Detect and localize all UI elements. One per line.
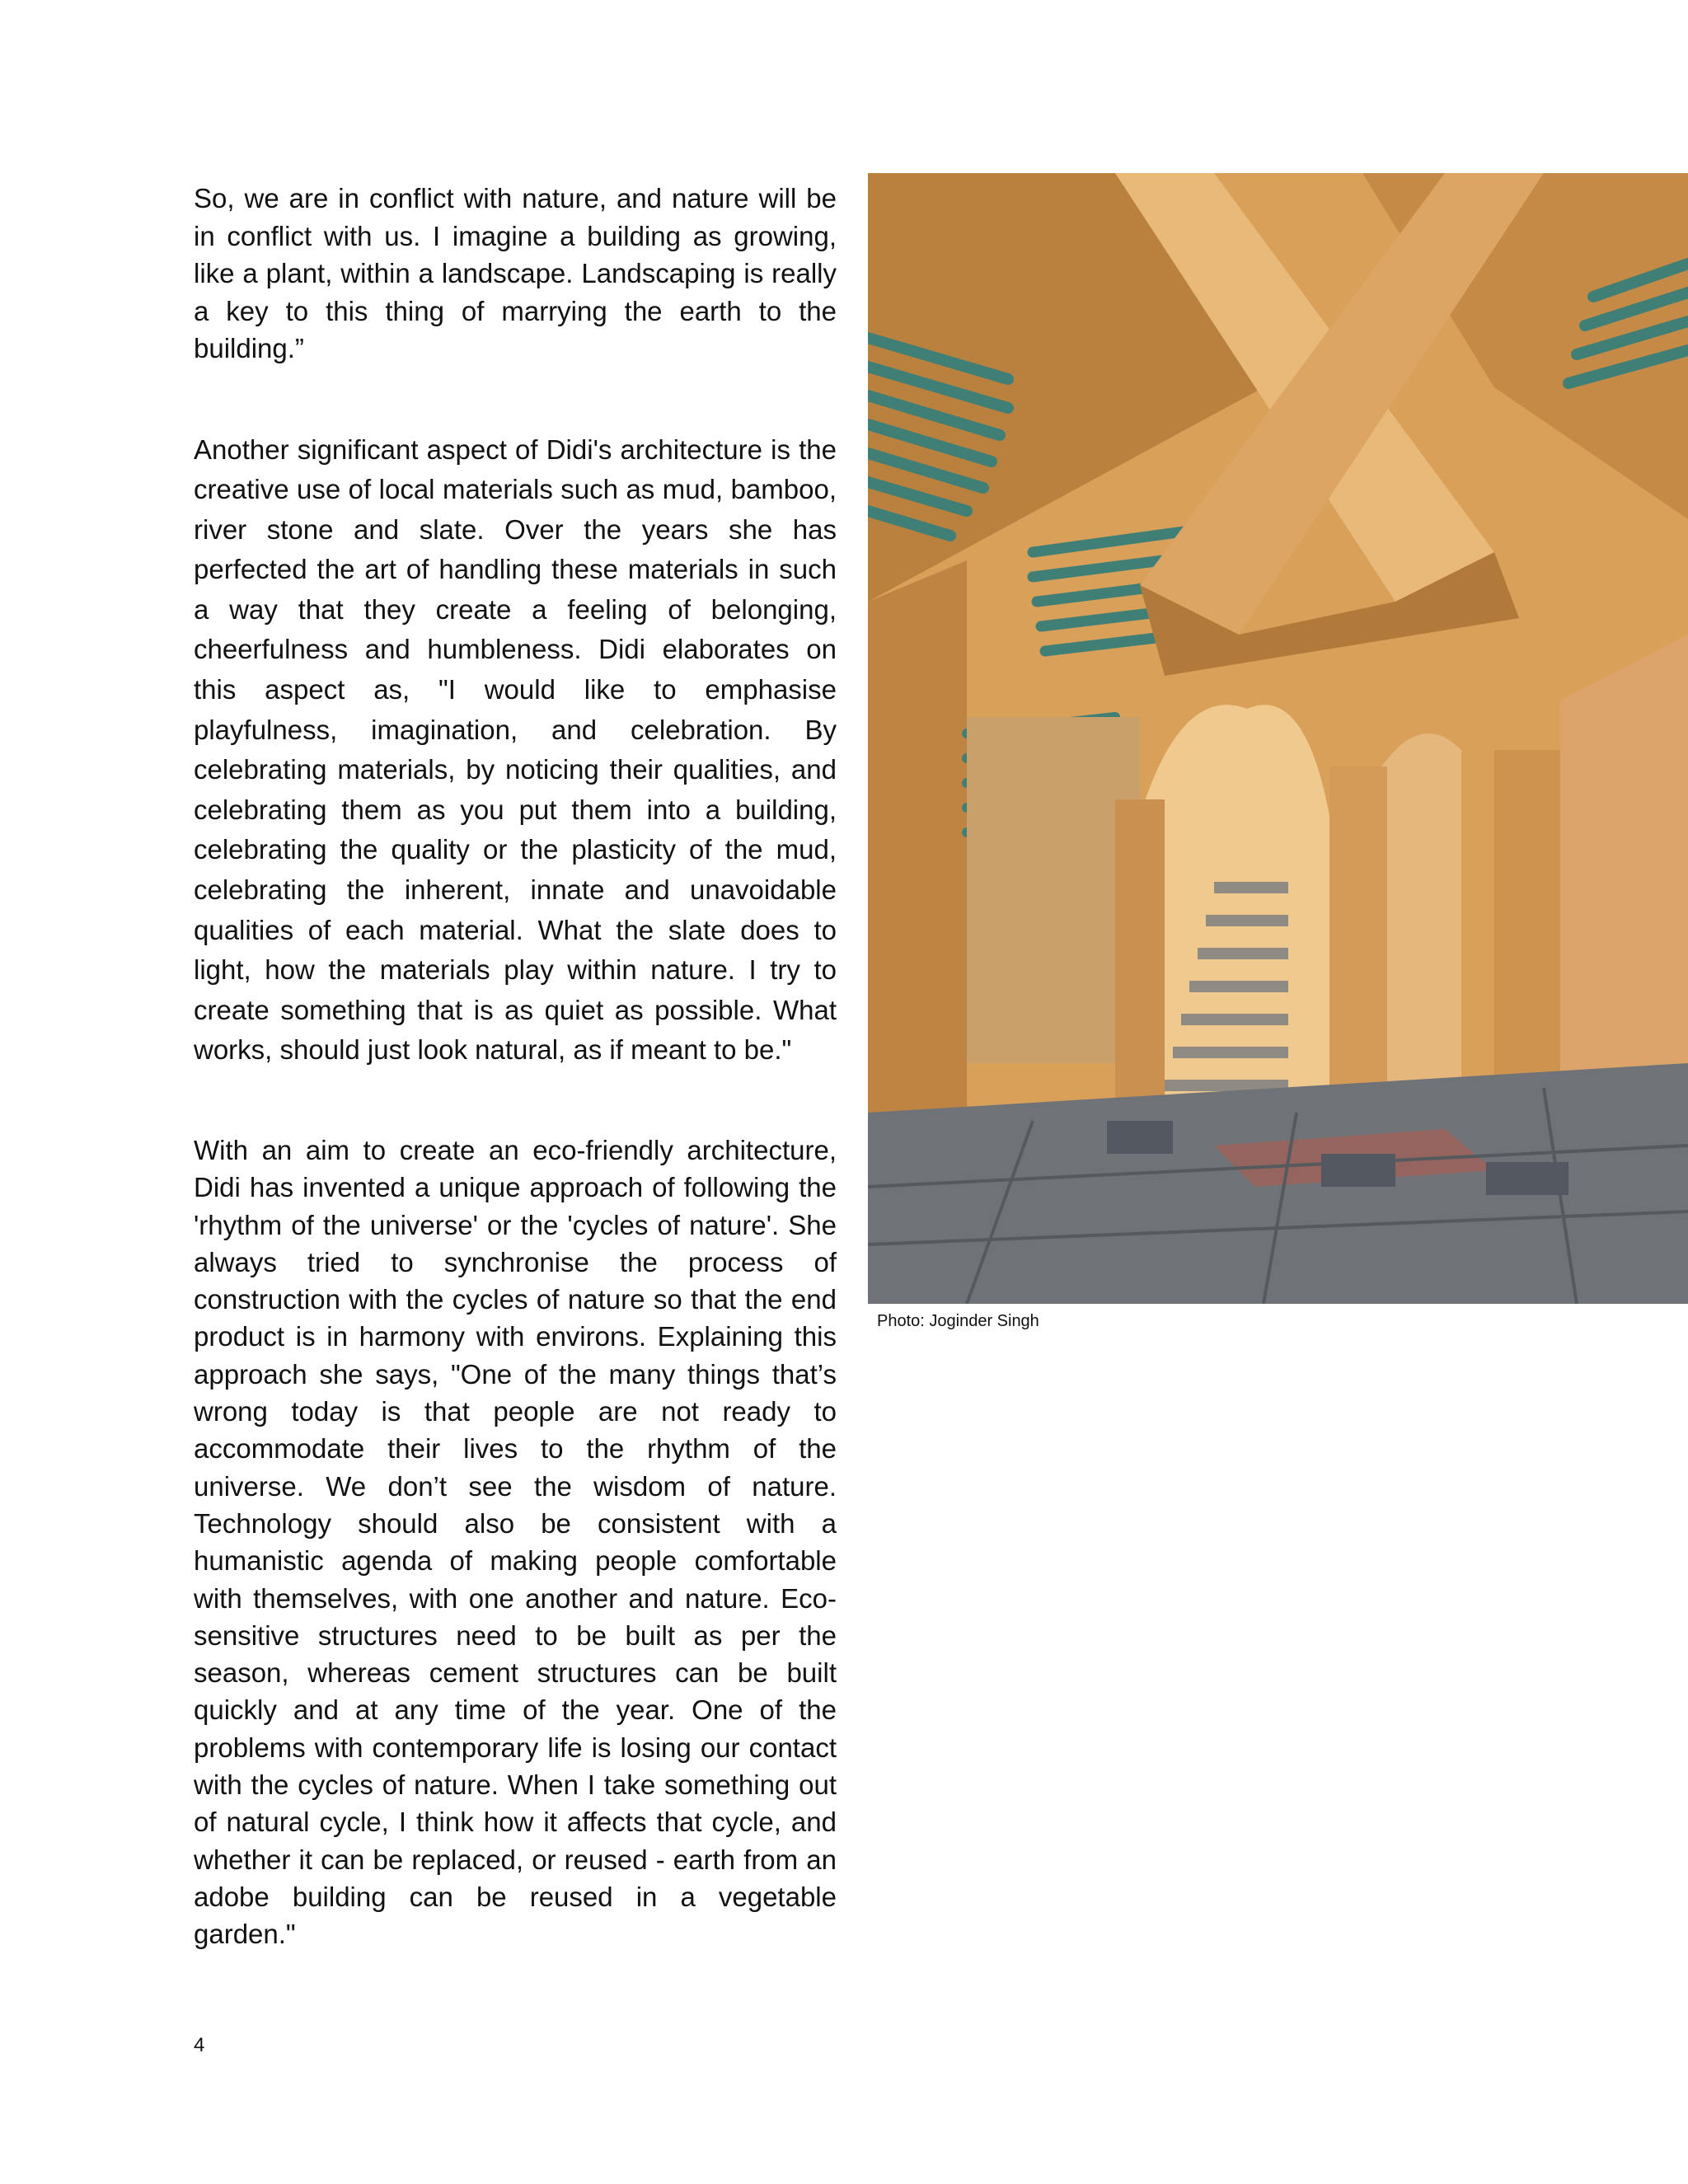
- architecture-photo: [868, 173, 1688, 1304]
- photo-caption: Photo: Joginder Singh: [877, 1312, 1039, 1330]
- paragraph-1: So, we are in conflict with nature, and nature will be in conflict with us. I imagine a building as growing, like a plant, within a landscape. Landscaping is really a key to this thing of marrying the earth to the building.”: [194, 183, 837, 363]
- article-text-column: [194, 180, 837, 1953]
- mud-house-interior-illustration: [868, 173, 1688, 1304]
- page-number: 4: [194, 2034, 205, 2056]
- paragraph-3: With an aim to create an eco-friendly architecture, Didi has invented a unique approach of following the 'rhythm of the universe' or the 'cycles of nature'. She always tried to synchronise the process of construction with the cycles of nature so that the end product is in harmony with environs. Explaining this approach she says, "One of the many things that’s wrong today is that people are not ready to accommodate their lives to the rhythm of the universe. We don’t see the wisdom of nature. Technology should also be consistent with a humanistic agenda of making people comfortable with themselves, with one another and nature. Eco-sensitive structures need to be built as per the season, whereas cement structures can be built quickly and at any time of the year. One of the problems with contemporary life is losing our contact with the cycles of nature. When I take something out of natural cycle, I think how it affects that cycle, and whether it can be replaced, or reused - earth from an adobe building can be reused in a vegetable garden.": [194, 1135, 837, 1950]
- paragraph-2: Another significant aspect of Didi's architecture is the creative use of local materials such as mud, bamboo, river stone and slate. Over the years she has perfected the art of handling these materials in such a way that they create a feeling of belonging, cheerfulness and humbleness. Didi elaborates on this aspect as, "I would like to emphasise playfulness, imagination, and celebration. By celebrating materials, by noticing their qualities, and celebrating them as you put them into a building, celebrating the quality or the plasticity of the mud, celebrating the inherent, innate and unavoidable qualities of each material. What the slate does to light, how the materials play within nature. I try to create something that is as quiet as possible. What works, should just look natural, as if meant to be.": [194, 434, 837, 1066]
